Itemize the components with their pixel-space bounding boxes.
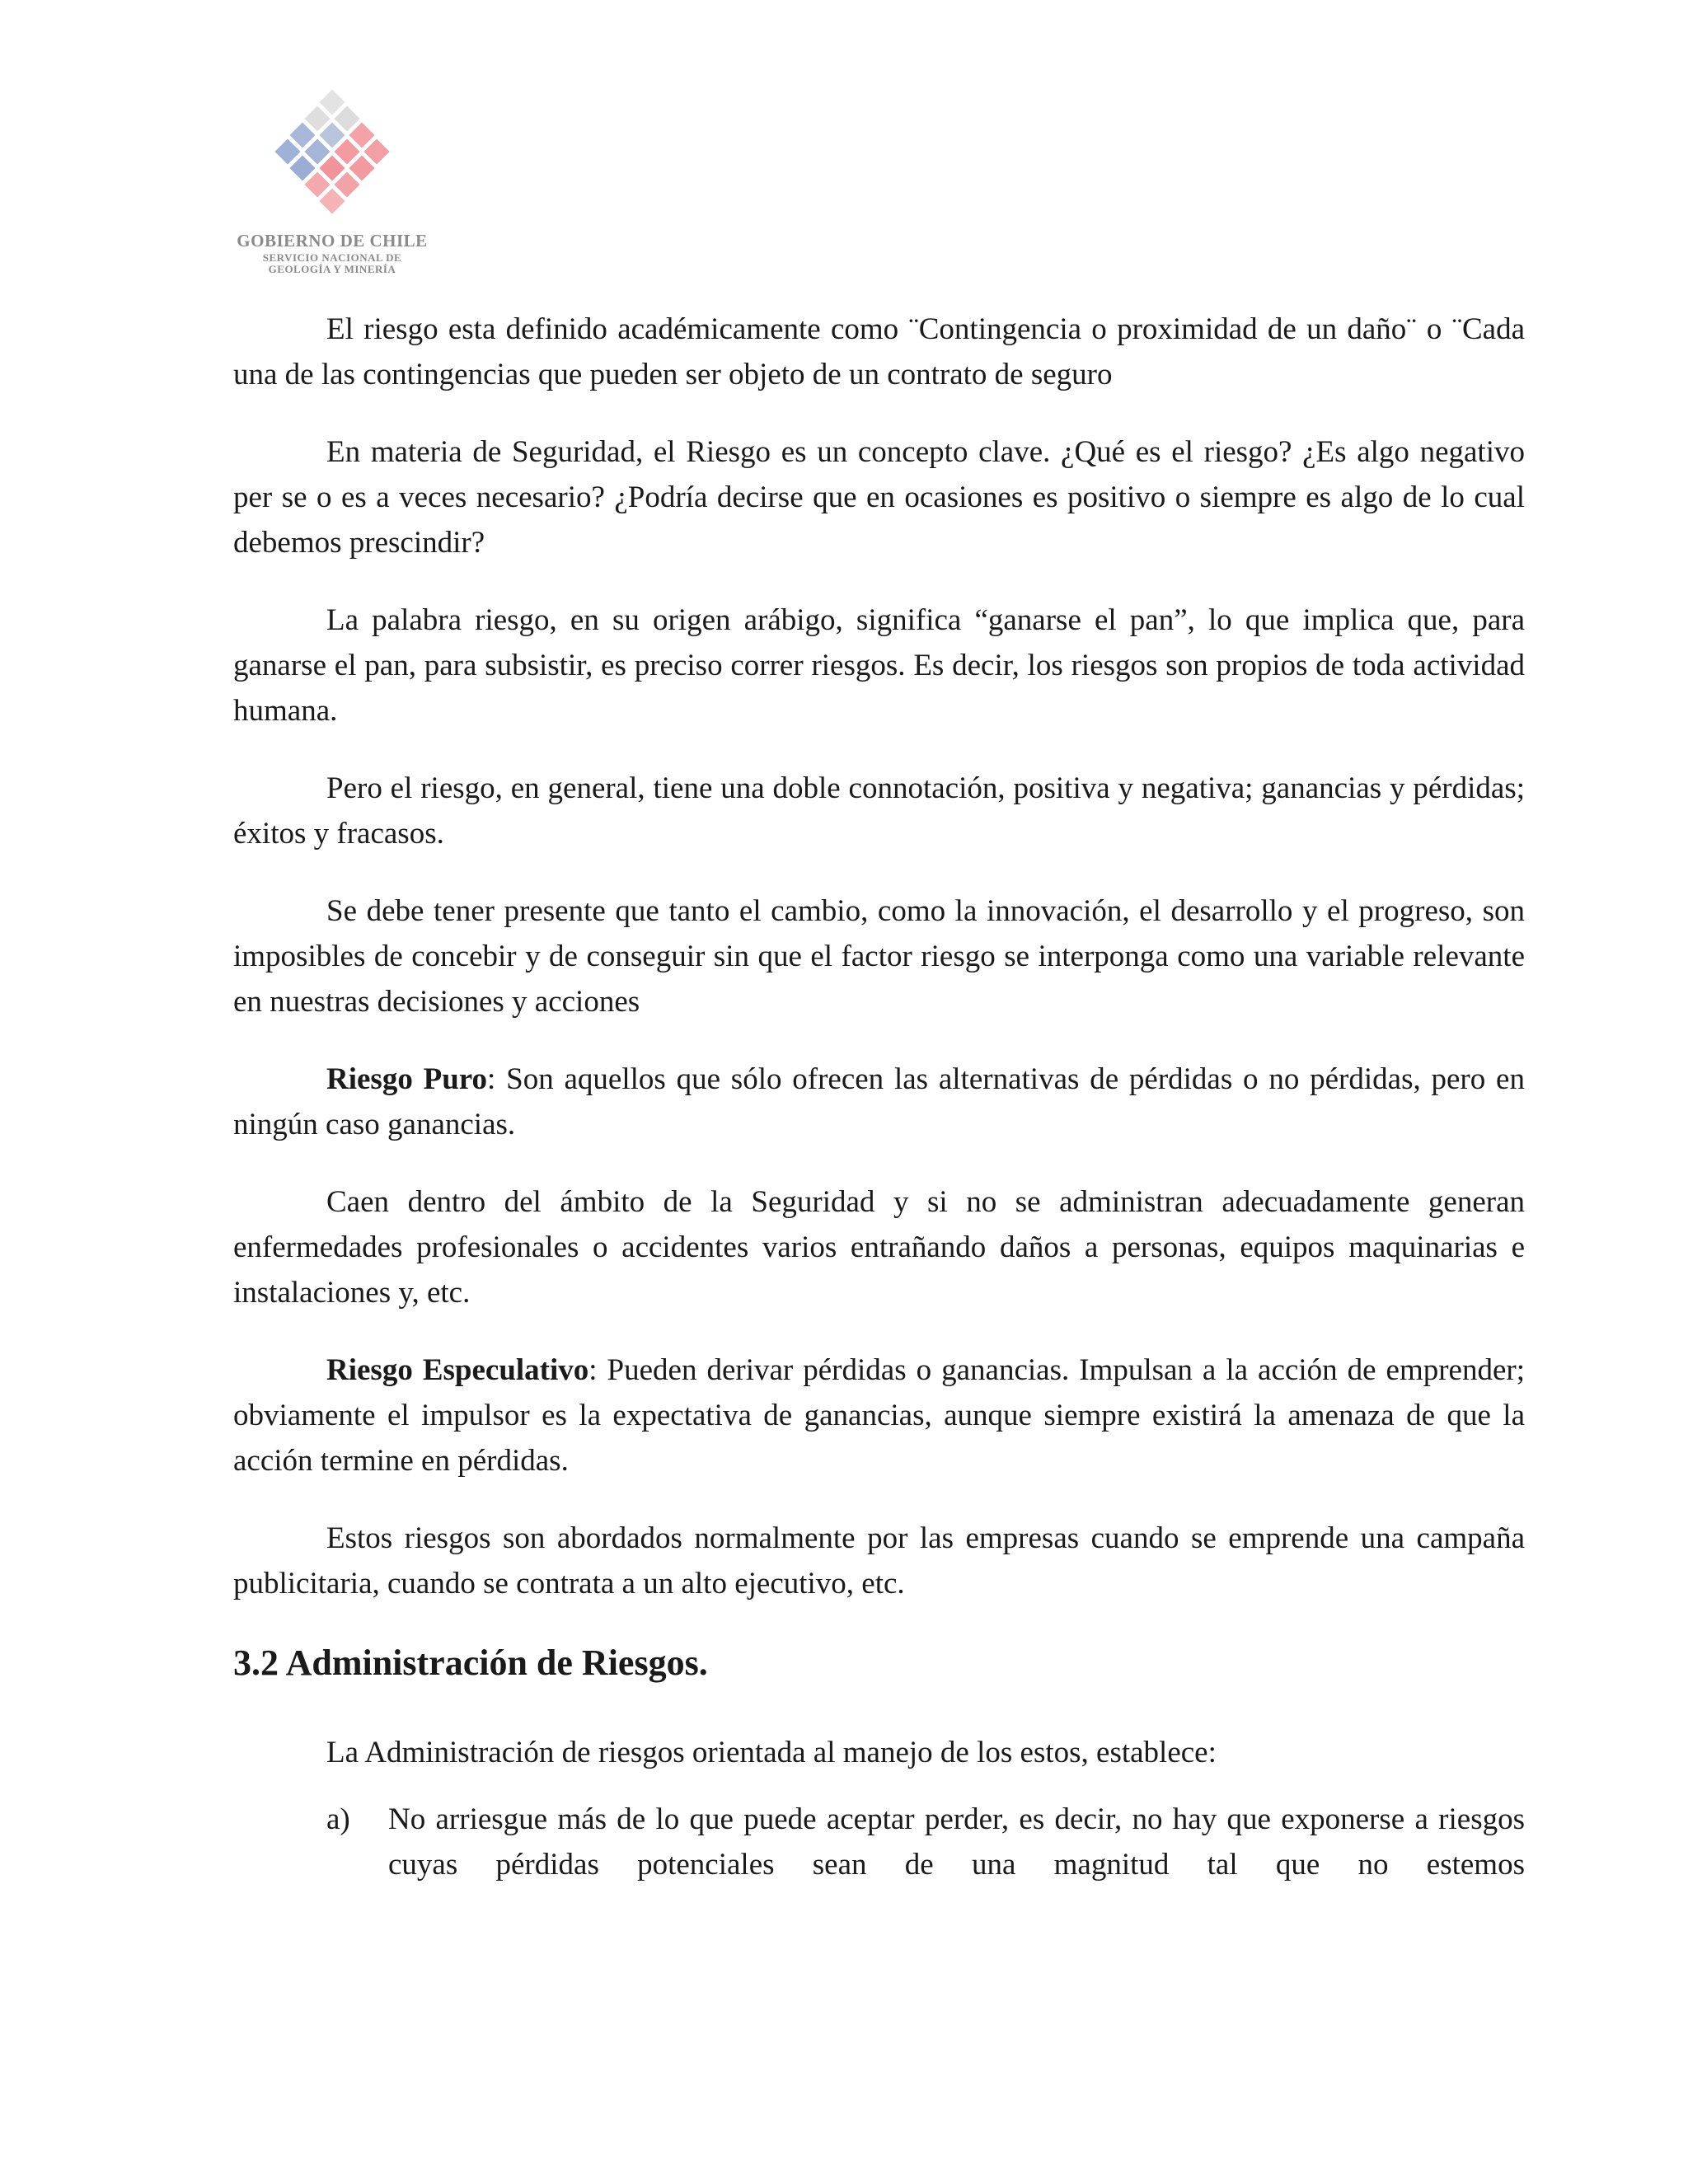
definition-riesgo-puro: : Son aquellos que sólo ofrecen las alternativas de pérdidas o no pérdidas, pero en ningún caso ganancias.: [233, 1062, 1525, 1141]
logo-line-gobierno: GOBIERNO DE CHILE: [237, 231, 428, 251]
paragraph-seguridad-concepto: En materia de Seguridad, el Riesgo es un concepto clave. ¿Qué es el riesgo? ¿Es algo negativo per se o es a veces necesario? ¿Podría decirse que en ocasiones es positivo o siempre es algo de lo cual debemos prescindir?: [233, 435, 1525, 560]
paragraph-ambito-seguridad: Caen dentro del ámbito de la Seguridad y si no se administran adecuadamente generan enfermedades profesionales o accidentes varios entrañando daños a personas, equipos maquinarias e instalaciones y, etc.: [233, 1185, 1525, 1310]
paragraph-riesgo-especulativo: [233, 1347, 1525, 1483]
paragraph-doble-connotacion: Pero el riesgo, en general, tiene una doble connotación, positiva y negativa; ganancias y pérdidas; éxitos y fracasos.: [233, 771, 1525, 851]
paragraph-riesgo-puro: [233, 1057, 1525, 1147]
logo-line-geologia: GEOLOGÍA Y MINERÍA: [268, 262, 396, 275]
section-heading: 3.2 Administración de Riesgos.: [233, 1643, 708, 1683]
list-item-a: [326, 1797, 1525, 1887]
logo-line-servicio: SERVICIO NACIONAL DE: [262, 251, 402, 265]
government-logo-icon: [258, 87, 406, 231]
list-text-a: No arriesgue más de lo que puede aceptar perder, es decir, no hay que exponerse a riesgos cuyas pérdidas potenciales sean de una magnitud tal que no estemos: [388, 1802, 1525, 1882]
paragraph-origen-arabigo: La palabra riesgo, en su origen arábigo, significa “ganarse el pan”, lo que implica que, para ganarse el pan, para subsistir, es preciso correr riesgos. Es decir, los riesgos son propios de toda actividad humana.: [233, 603, 1525, 728]
sernageomin-logo: [233, 87, 431, 284]
term-riesgo-especulativo: Riesgo Especulativo: [326, 1353, 589, 1387]
list-label-a: a): [326, 1802, 350, 1836]
document-body: [233, 307, 1525, 1887]
paragraph-riesgo-definicion: El riesgo esta definido académicamente como ¨Contingencia o proximidad de un daño¨ o ¨Cada una de las contingencias que pueden ser objeto de un contrato de seguro: [233, 312, 1525, 391]
logo-caption: [233, 232, 431, 274]
paragraph-administracion: La Administración de riesgos orientada al manejo de los estos, establece:: [326, 1736, 1217, 1769]
paragraph-empresas: Estos riesgos son abordados normalmente por las empresas cuando se emprende una campaña publicitaria, cuando se contrata a un alto ejecutivo, etc.: [233, 1521, 1525, 1601]
definition-riesgo-especulativo: : Pueden derivar pérdidas o ganancias. Impulsan a la acción de emprender; obviamente el impulsor es la expectativa de ganancias, aunque siempre existirá la amenaza de que la acción termine en pérdidas.: [233, 1353, 1525, 1478]
paragraph-cambio-innovacion: Se debe tener presente que tanto el cambio, como la innovación, el desarrollo y el progreso, son imposibles de concebir y de conseguir sin que el factor riesgo se interponga como una variable relevante en nuestras decisiones y acciones: [233, 894, 1525, 1019]
term-riesgo-puro: Riesgo Puro: [326, 1062, 488, 1096]
